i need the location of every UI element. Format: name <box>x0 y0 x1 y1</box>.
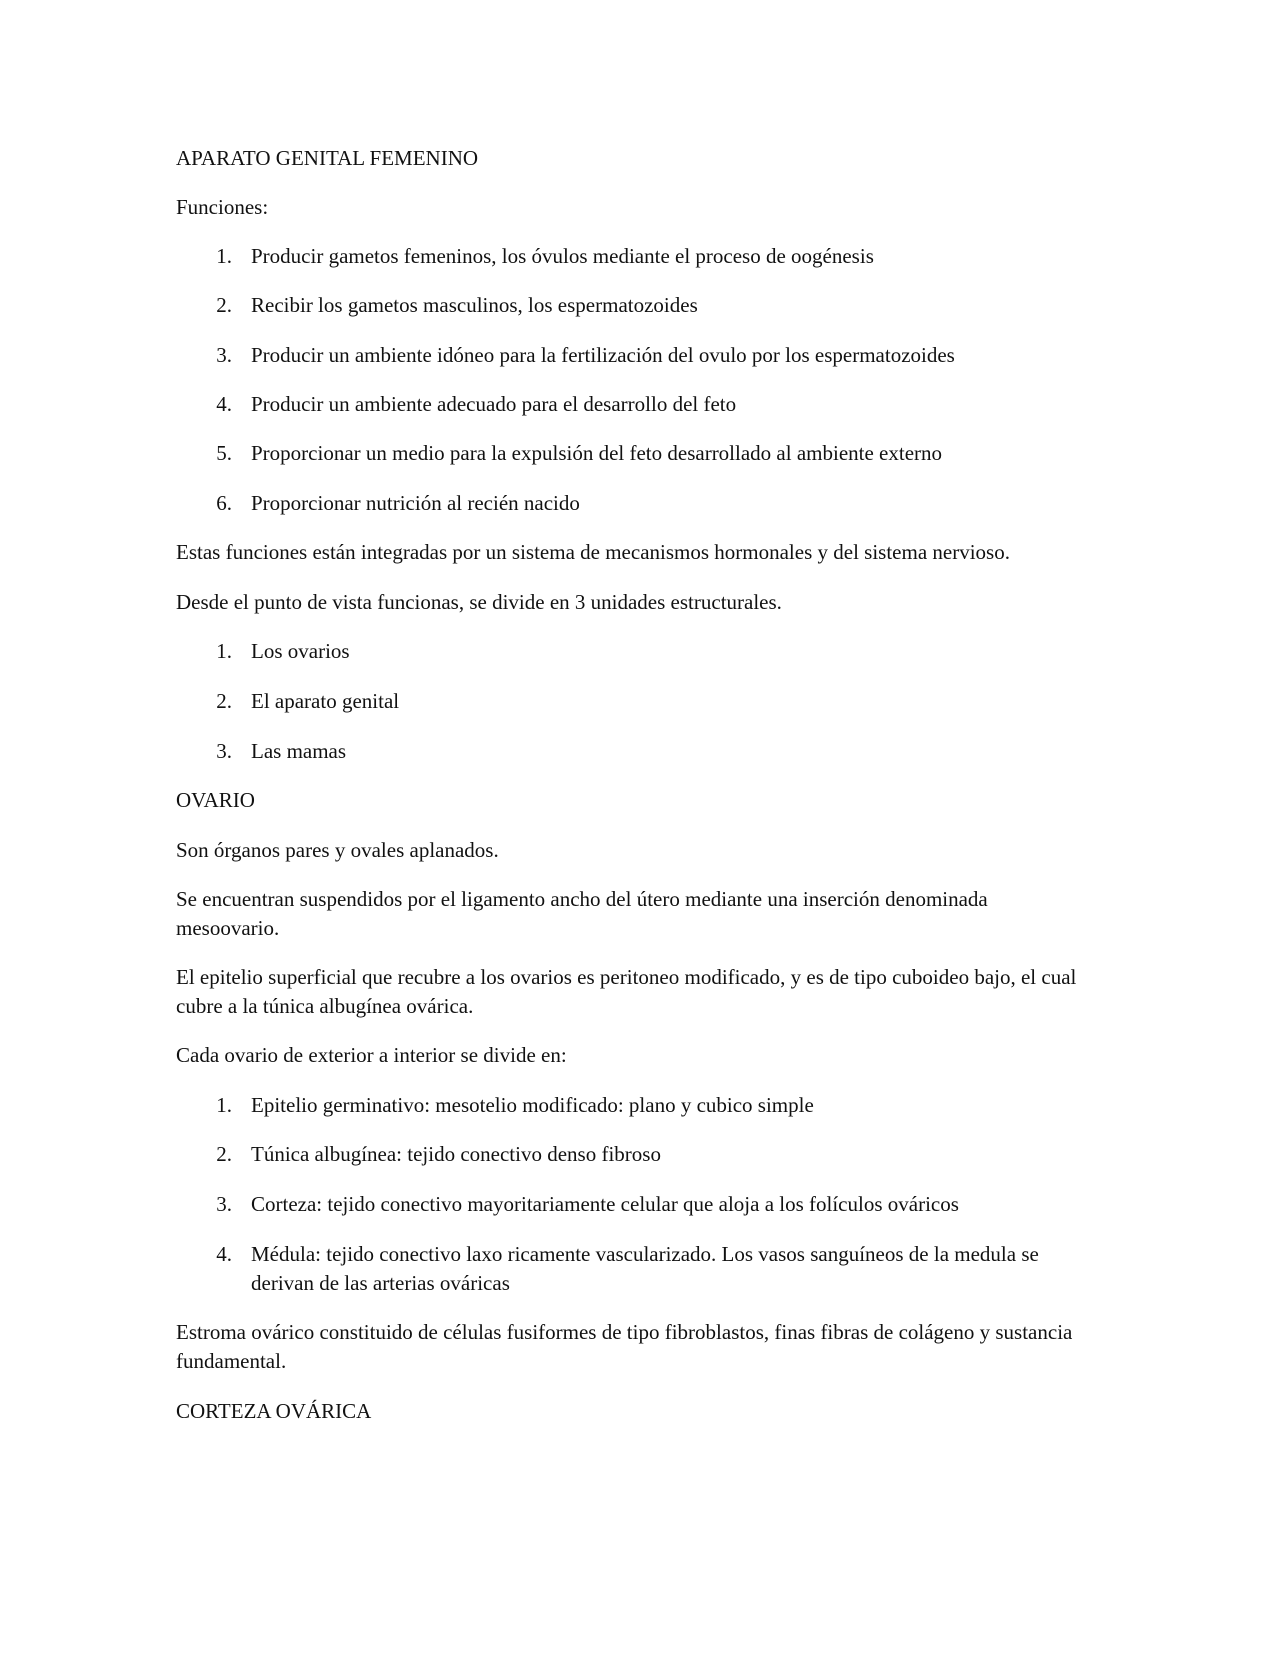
list-text: Producir un ambiente adecuado para el desarrollo del feto <box>251 392 737 416</box>
list-number: 1. <box>216 1093 232 1117</box>
paragraph-ovario-2: Se encuentran suspendidos por el ligamento ancho del útero mediante una inserción denominada mesoovario. <box>176 887 988 940</box>
list-text: Corteza: tejido conectivo mayoritariamente celular que aloja a los folículos ováricos <box>251 1192 959 1216</box>
list-text: Médula: tejido conectivo laxo ricamente vascularizado. Los vasos sanguíneos de la medula se derivan de las arterias ováricas <box>251 1242 1039 1295</box>
document-title: APARATO GENITAL FEMENINO <box>176 146 479 170</box>
paragraph-estroma: Estroma ovárico constituido de células fusiformes de tipo fibroblastos, finas fibras de colágeno y sustancia fundamental. <box>176 1320 1073 1373</box>
list-text: Proporcionar un medio para la expulsión del feto desarrollado al ambiente externo <box>251 441 943 465</box>
list-number: 1. <box>216 639 232 663</box>
list-number: 4. <box>216 1242 232 1266</box>
list-text: Producir gametos femeninos, los óvulos mediante el proceso de oogénesis <box>251 244 874 268</box>
list-text: Túnica albugínea: tejido conectivo denso fibroso <box>251 1142 661 1166</box>
paragraph-integradas: Estas funciones están integradas por un sistema de mecanismos hormonales y del sistema nervioso. <box>176 540 1010 564</box>
list-text: Las mamas <box>251 739 347 763</box>
list-number: 1. <box>216 244 232 268</box>
list-text: Los ovarios <box>251 639 350 663</box>
list-number: 2. <box>216 689 232 713</box>
list-number: 2. <box>216 293 232 317</box>
list-text: Proporcionar nutrición al recién nacido <box>251 491 580 515</box>
list-number: 3. <box>216 739 232 763</box>
list-text: El aparato genital <box>251 689 400 713</box>
paragraph-ovario-1: Son órganos pares y ovales aplanados. <box>176 838 499 862</box>
list-number: 5. <box>216 441 232 465</box>
list-number: 3. <box>216 1192 232 1216</box>
section-heading-corteza: CORTEZA OVÁRICA <box>176 1399 372 1423</box>
section-heading-ovario: OVARIO <box>176 788 255 812</box>
list-number: 2. <box>216 1142 232 1166</box>
list-text: Epitelio germinativo: mesotelio modificado: plano y cubico simple <box>251 1093 814 1117</box>
paragraph-ovario-4: Cada ovario de exterior a interior se divide en: <box>176 1043 567 1067</box>
list-text: Producir un ambiente idóneo para la fertilización del ovulo por los espermatozoides <box>251 343 955 367</box>
list-number: 4. <box>216 392 232 416</box>
paragraph-ovario-3: El epitelio superficial que recubre a los ovarios es peritoneo modificado, y es de tipo cuboideo bajo, el cual cubre a la túnica albugínea ovárica. <box>176 965 1077 1018</box>
list-number: 3. <box>216 343 232 367</box>
list-text: Recibir los gametos masculinos, los espermatozoides <box>251 293 698 317</box>
paragraph-unidades: Desde el punto de vista funcionas, se divide en 3 unidades estructurales. <box>176 590 782 614</box>
list-number: 6. <box>216 491 232 515</box>
funciones-label: Funciones: <box>176 195 269 219</box>
